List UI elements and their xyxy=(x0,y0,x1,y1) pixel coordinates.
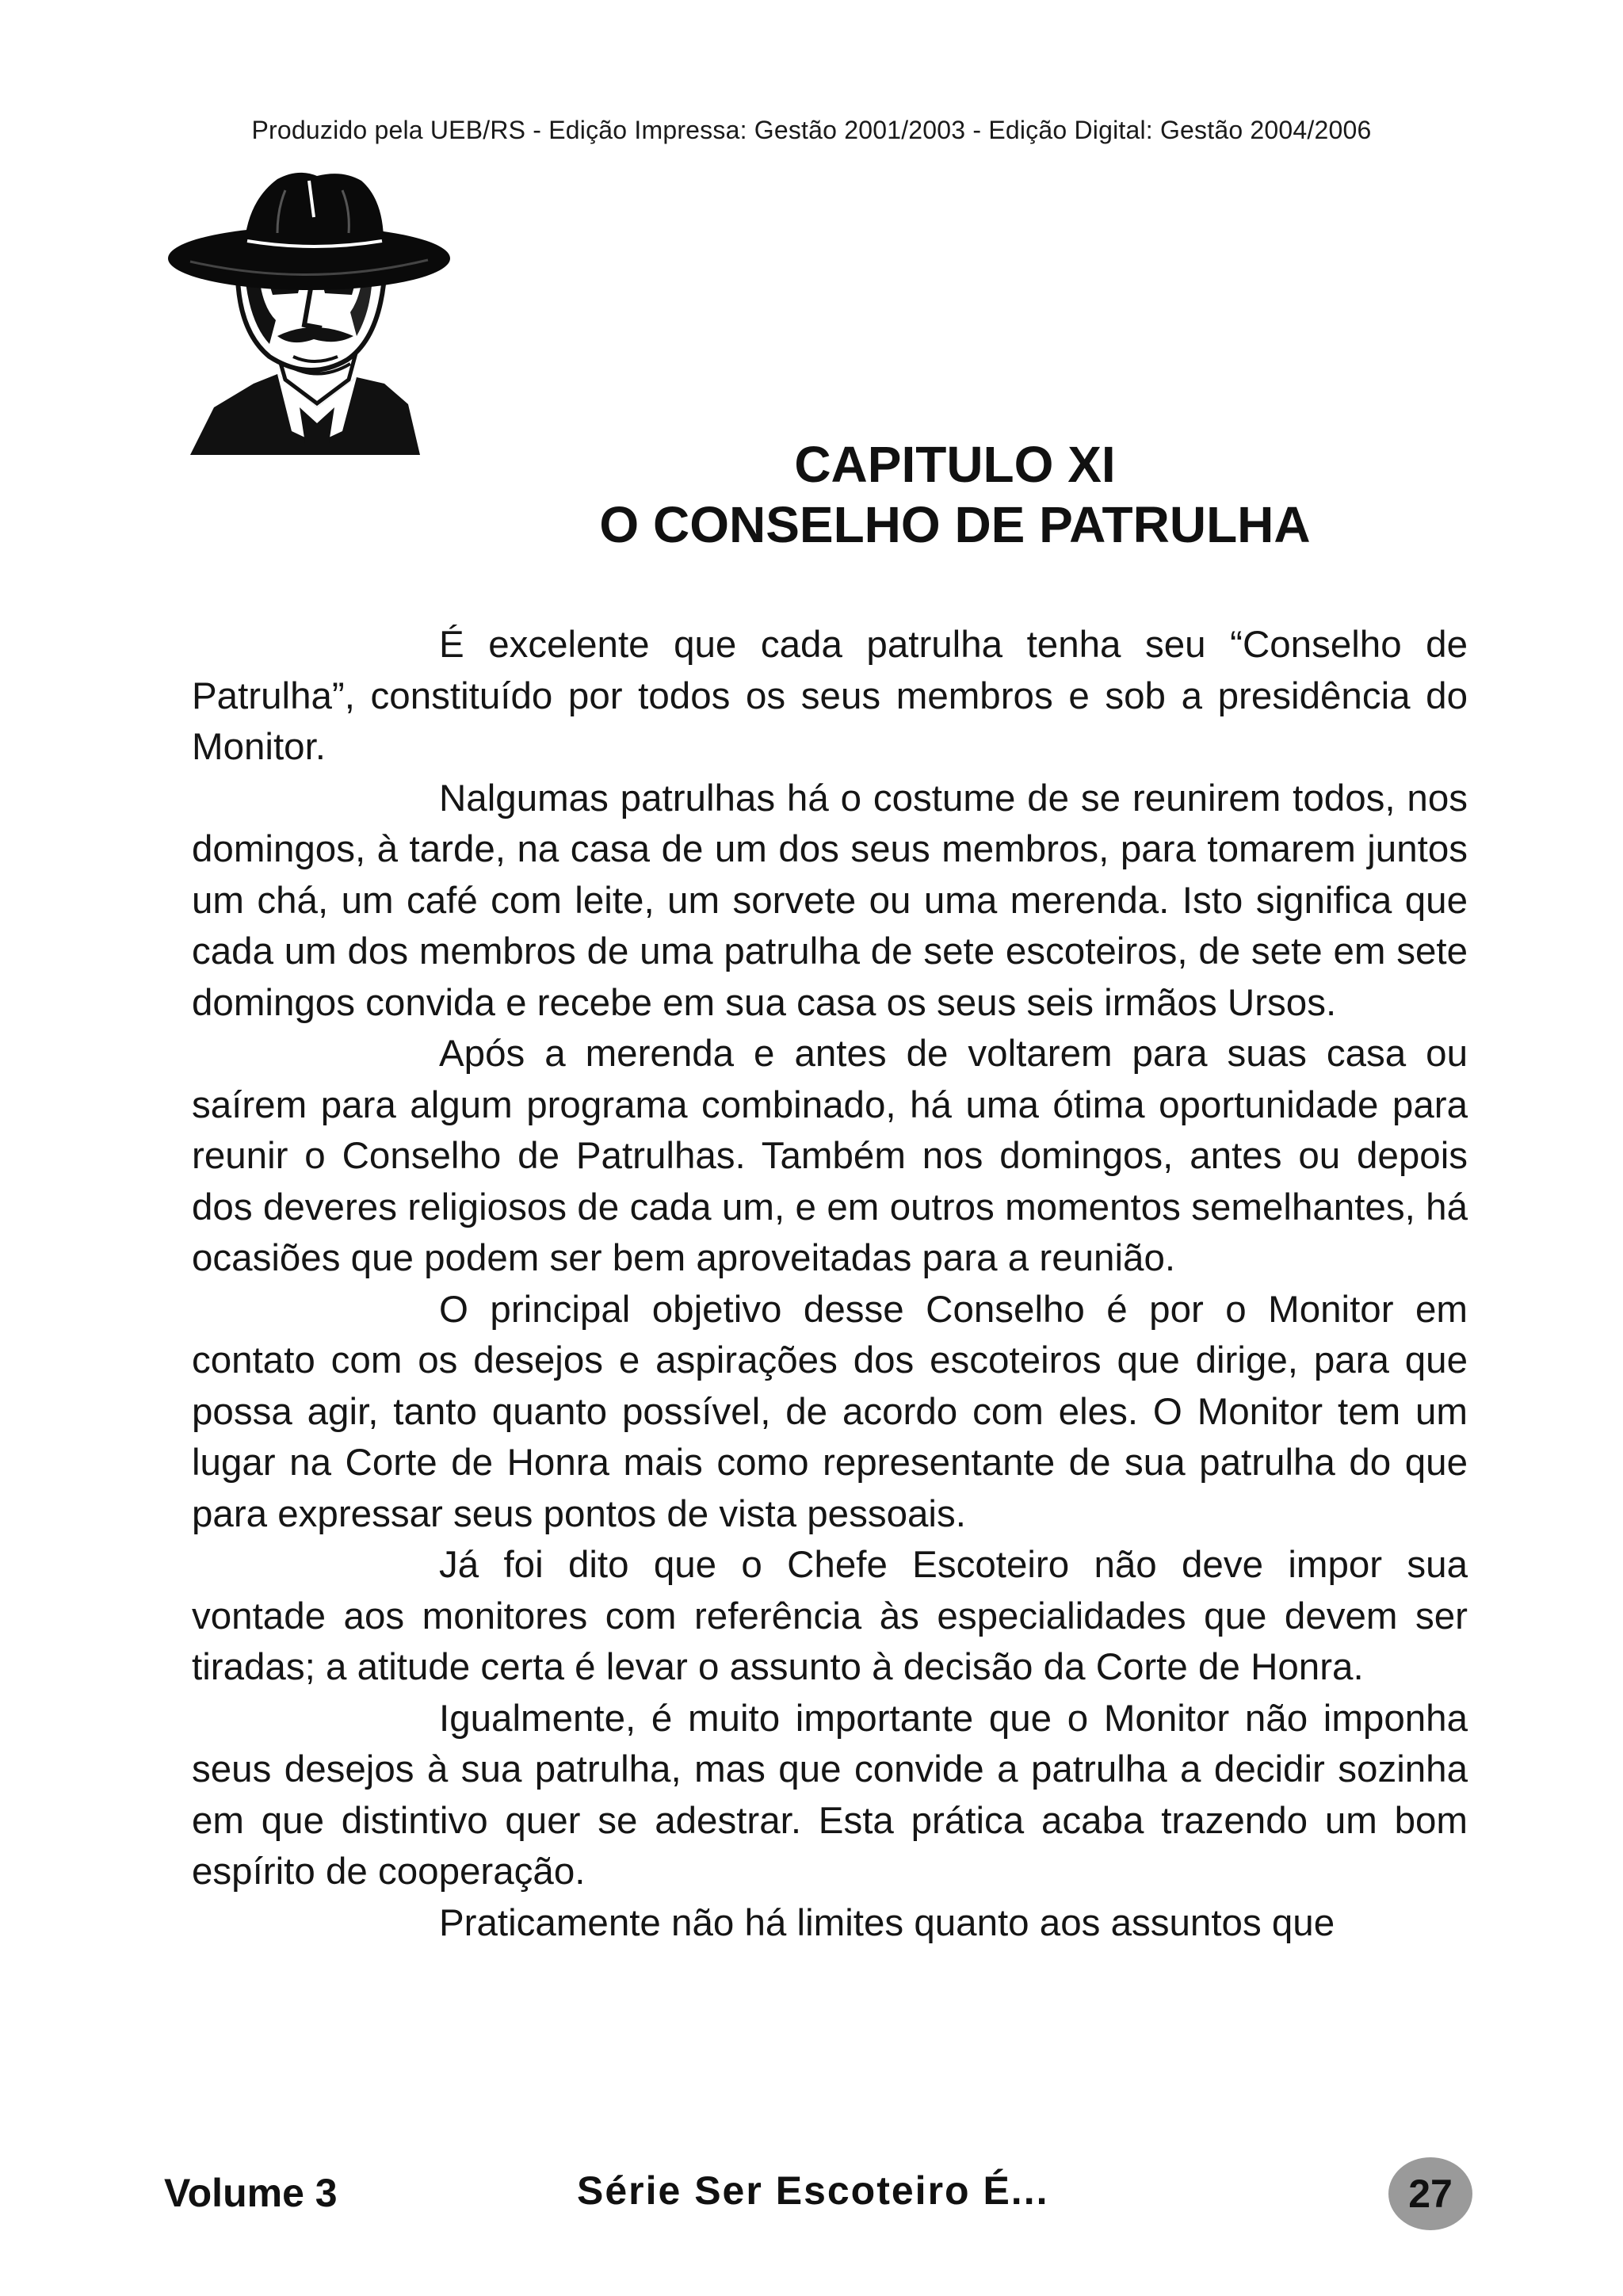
page-number: 27 xyxy=(1408,2172,1453,2216)
chapter-title xyxy=(475,434,1434,555)
paragraph: Praticamente não há limites quanto aos assuntos que xyxy=(439,1901,1335,1944)
footer-series-title: Série Ser Escoteiro É... xyxy=(577,2168,1049,2213)
paragraph: Já foi dito que o Chefe Escoteiro não deve impor sua vontade aos monitores com referência às especialidades que devem ser tiradas; a atitude certa é levar o assunto à decisão da Corte de Honra. xyxy=(192,1544,1468,1688)
chapter-number: CAPITULO XI xyxy=(794,436,1116,493)
paragraph: O principal objetivo desse Conselho é por o Monitor em contato com os desejos e aspirações dos escoteiros que dirige, para que possa agir, tanto quanto possível, de acordo com eles. O Monitor tem um lugar na Corte de Honra mais como representante de sua patrulha do que para expressar seus pontos de vista pessoais. xyxy=(192,1288,1468,1535)
paragraph: Após a merenda e antes de voltarem para suas casa ou saírem para algum programa combinado, há uma ótima oportunidade para reunir o Conselho de Patrulhas. Também nos domingos, antes ou depois dos deveres religiosos de cada um, e em outros momentos semelhantes, há ocasiões que podem ser bem aproveitadas para a reunião. xyxy=(192,1033,1468,1279)
body-text xyxy=(192,620,1468,1949)
paragraph: Igualmente, é muito importante que o Monitor não imponha seus desejos à sua patrulha, mas que convide a patrulha a decidir sozinha em que distintivo quer se adestrar. Esta prática acaba trazendo um bom espírito de cooperação. xyxy=(192,1697,1468,1893)
chapter-heading: O CONSELHO DE PATRULHA xyxy=(599,496,1311,553)
paragraph: Nalgumas patrulhas há o costume de se reunirem todos, nos domingos, à tarde, na casa de um dos seus membros, para tomarem juntos um chá, um café com leite, um sorvete ou uma merenda. Isto significa que cada um dos membros de uma patrulha de sete escoteiros, de sete em sete domingos convida e recebe em sua casa os seus seis irmãos Ursos. xyxy=(192,777,1468,1024)
footer-volume: Volume 3 xyxy=(164,2171,338,2215)
paragraph: É excelente que cada patrulha tenha seu “Conselho de Patrulha”, constituído por todos os seus membros e sob a presidência do Monitor. xyxy=(192,624,1468,768)
scout-founder-portrait-icon xyxy=(158,170,475,455)
running-header: Produzido pela UEB/RS - Edição Impressa: Gestão 2001/2003 - Edição Digital: Gestão 2004/2006 xyxy=(251,116,1372,144)
page-number-badge xyxy=(1388,2157,1472,2230)
